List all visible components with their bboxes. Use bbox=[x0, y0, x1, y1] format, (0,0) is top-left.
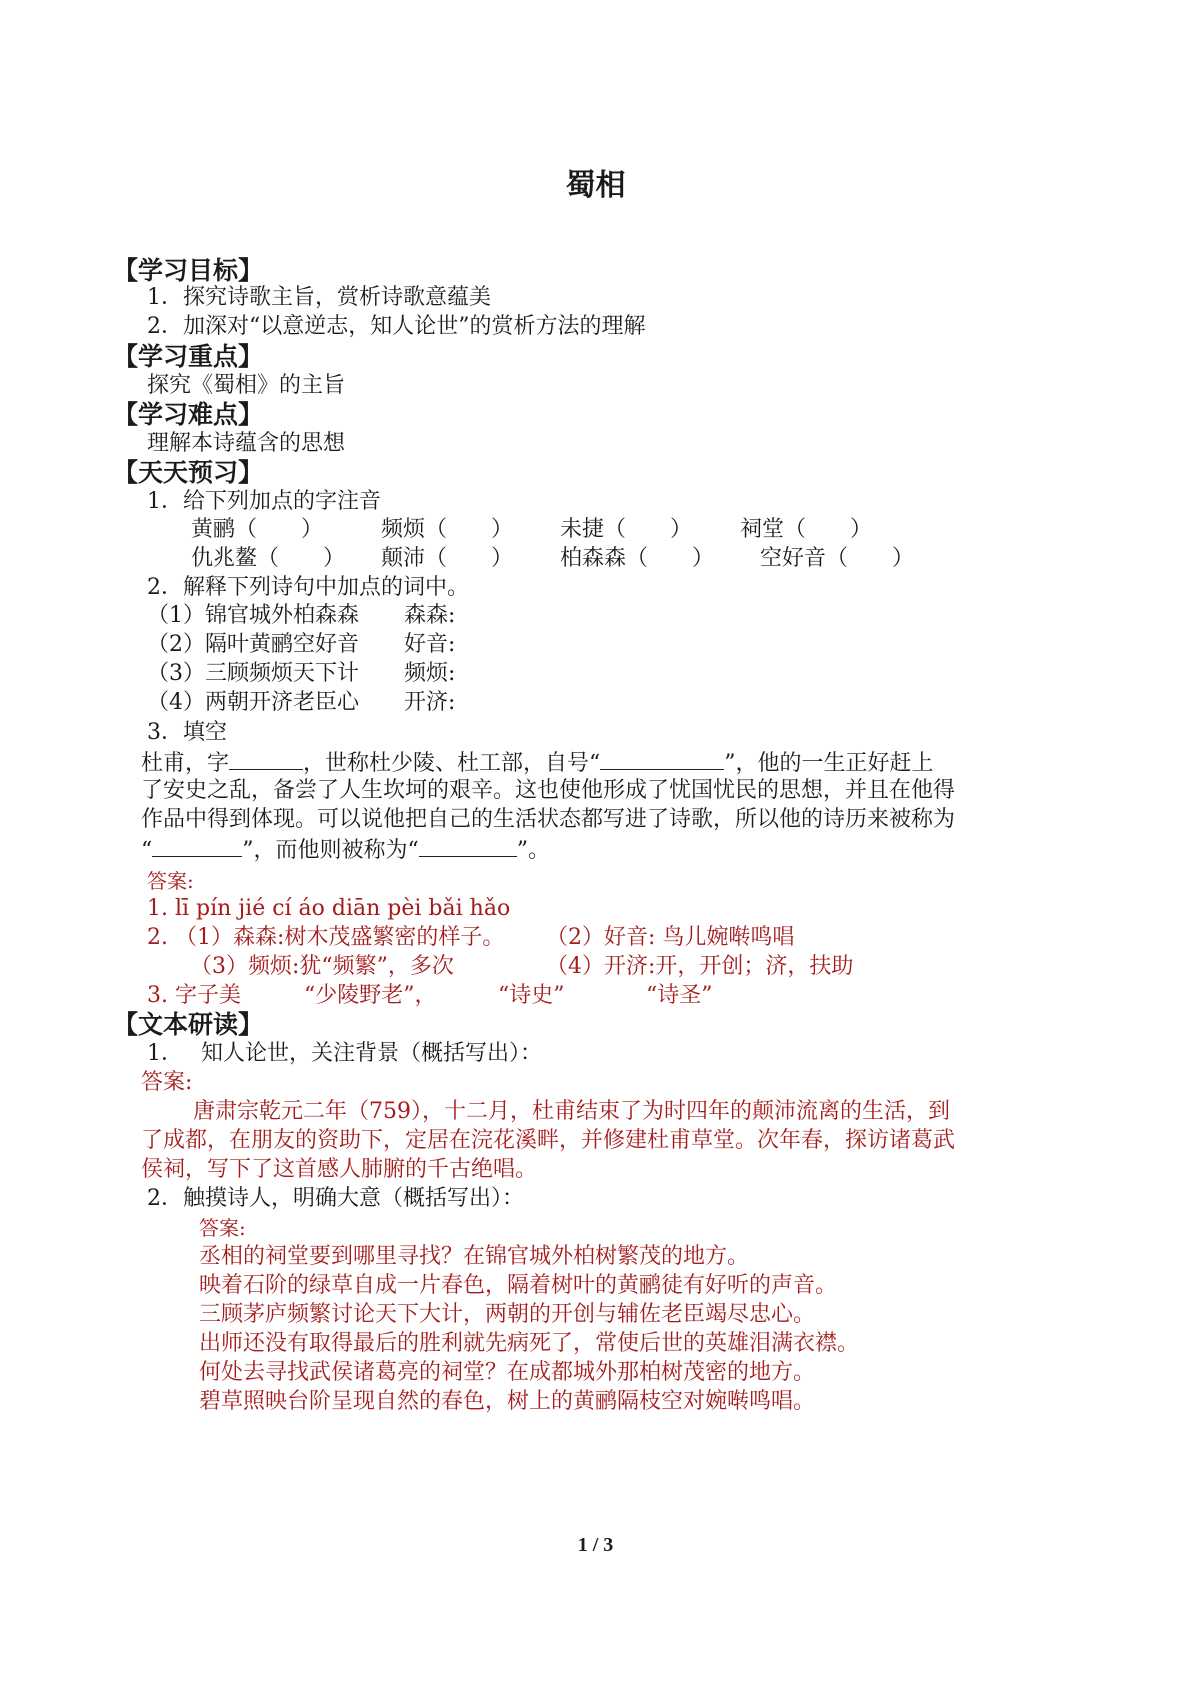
translation-line: 三顾茅庐频繁讨论天下大计，两朝的开创与辅佐老臣竭尽忠心。 bbox=[199, 1302, 816, 1327]
answer-pinyin: 1. lī pín jié cí áo diān pèi bǎi hǎo bbox=[147, 896, 511, 921]
reading-question-2: 2．触摸诗人，明确大意（概括写出）： bbox=[147, 1186, 524, 1211]
answer-fill: “诗圣” bbox=[646, 983, 713, 1008]
pinyin-word: 柏森森（ ） bbox=[560, 546, 715, 571]
pinyin-word: 颠沛（ ） bbox=[381, 546, 514, 571]
answer-paragraph-line: 了成都，在朋友的资助下，定居在浣花溪畔，并修建杜甫草堂。次年春，探访诸葛武 bbox=[141, 1128, 956, 1153]
fill-blank-line-4 bbox=[141, 834, 550, 866]
term-label: 开济: bbox=[404, 690, 456, 715]
preview-question-3: 3．填空 bbox=[147, 720, 227, 745]
answer-paragraph-line: 侯祠，写下了这首感人肺腑的千古绝唱。 bbox=[141, 1157, 538, 1182]
answer-fill: “少陵野老”， bbox=[304, 983, 437, 1008]
fill-blank-line-1 bbox=[141, 747, 934, 779]
answer-fill: “诗史” bbox=[498, 983, 565, 1008]
answer-blank[interactable] bbox=[600, 747, 724, 770]
objective-item-2: 2．加深对“以意逆志，知人论世”的赏析方法的理解 bbox=[147, 314, 646, 339]
pinyin-word: 未捷（ ） bbox=[560, 517, 693, 542]
translation-line: 出师还没有取得最后的胜利就先病死了，常使后世的英雄泪满衣襟。 bbox=[199, 1331, 860, 1356]
answer-fill: 3. 字子美 bbox=[147, 983, 241, 1008]
answer-blank[interactable] bbox=[419, 834, 517, 857]
translation-line: 映着石阶的绿草自成一片春色，隔着树叶的黄鹂徒有好听的声音。 bbox=[199, 1273, 838, 1298]
difficulty-text: 理解本诗蕴含的思想 bbox=[147, 431, 346, 456]
fill-text: ”，他的一生正好赶上 bbox=[724, 751, 934, 776]
term-label: 好音: bbox=[404, 632, 456, 657]
preview-question-2: 2．解释下列诗句中加点的词中。 bbox=[147, 575, 469, 600]
translation-line: 何处去寻找武侯诸葛亮的祠堂？在成都城外那柏树茂密的地方。 bbox=[199, 1360, 816, 1385]
answer-paragraph-line: 唐肃宗乾元二年（759），十二月，杜甫结束了为时四年的颠沛流离的生活，到 bbox=[193, 1099, 950, 1124]
answer-blank[interactable] bbox=[152, 834, 242, 857]
answer-label: 答案: bbox=[199, 1216, 246, 1240]
fill-blank-line-3: 作品中得到体现。可以说他把自己的生活状态都写进了诗歌，所以他的诗历来被称为 bbox=[141, 807, 956, 832]
fill-text: ”。 bbox=[516, 838, 550, 863]
fill-blank-line-2: 了安史之乱，备尝了人生坎坷的艰辛。这也使他形成了忧国忧民的思想，并且在他得 bbox=[141, 778, 956, 803]
pinyin-word: 黄鹂（ ） bbox=[191, 517, 324, 542]
answer-label: 答案: bbox=[147, 869, 194, 893]
poem-line: （4）两朝开济老臣心 bbox=[147, 690, 359, 715]
term-label: 森森: bbox=[404, 603, 456, 628]
answer-definition: （3）频烦:犹“频繁”，多次 bbox=[190, 954, 454, 979]
pinyin-word: 空好音（ ） bbox=[760, 546, 915, 571]
poem-line: （2）隔叶黄鹂空好音 bbox=[147, 632, 359, 657]
fill-text: ”，而他则被称为“ bbox=[242, 838, 419, 863]
page-number: 1 / 3 bbox=[577, 1534, 614, 1556]
reading-question-1: 1． 知人论世，关注背景（概括写出）： bbox=[147, 1041, 542, 1066]
answer-definition: （2）好音: 鸟儿婉啭鸣唱 bbox=[546, 925, 795, 950]
answer-definition: 2. （1）森森:树木茂盛繁密的样子。 bbox=[147, 925, 505, 950]
pinyin-word: 祠堂（ ） bbox=[740, 517, 873, 542]
fill-text: ，世称杜少陵、杜工部，自号“ bbox=[303, 751, 601, 776]
pinyin-word: 频烦（ ） bbox=[381, 517, 514, 542]
pinyin-word: 仇兆鳌（ ） bbox=[191, 546, 346, 571]
objective-item-1: 1．探究诗歌主旨，赏析诗歌意蕴美 bbox=[147, 285, 491, 310]
answer-definition: （4）开济:开，开创；济，扶助 bbox=[546, 954, 854, 979]
poem-line: （3）三顾频烦天下计 bbox=[147, 661, 359, 686]
poem-line: （1）锦官城外柏森森 bbox=[147, 603, 359, 628]
preview-question-1: 1．给下列加点的字注音 bbox=[147, 489, 381, 514]
focus-text: 探究《蜀相》的主旨 bbox=[147, 373, 346, 398]
term-label: 频烦: bbox=[404, 661, 456, 686]
fill-text: “ bbox=[141, 838, 153, 863]
answer-blank[interactable] bbox=[229, 747, 303, 770]
page-title: 蜀相 bbox=[565, 168, 626, 203]
focus-heading: 【学习重点】 bbox=[113, 342, 264, 371]
objectives-heading: 【学习目标】 bbox=[113, 256, 264, 285]
fill-text: 杜甫，字 bbox=[141, 751, 230, 776]
reading-heading: 【文本研读】 bbox=[113, 1010, 264, 1039]
difficulty-heading: 【学习难点】 bbox=[113, 400, 264, 429]
answer-label: 答案: bbox=[141, 1070, 193, 1095]
translation-line: 碧草照映台阶呈现自然的春色，树上的黄鹂隔枝空对婉啭鸣唱。 bbox=[199, 1389, 816, 1414]
translation-line: 丞相的祠堂要到哪里寻找？在锦官城外柏树繁茂的地方。 bbox=[199, 1244, 750, 1269]
preview-heading: 【天天预习】 bbox=[113, 458, 264, 487]
